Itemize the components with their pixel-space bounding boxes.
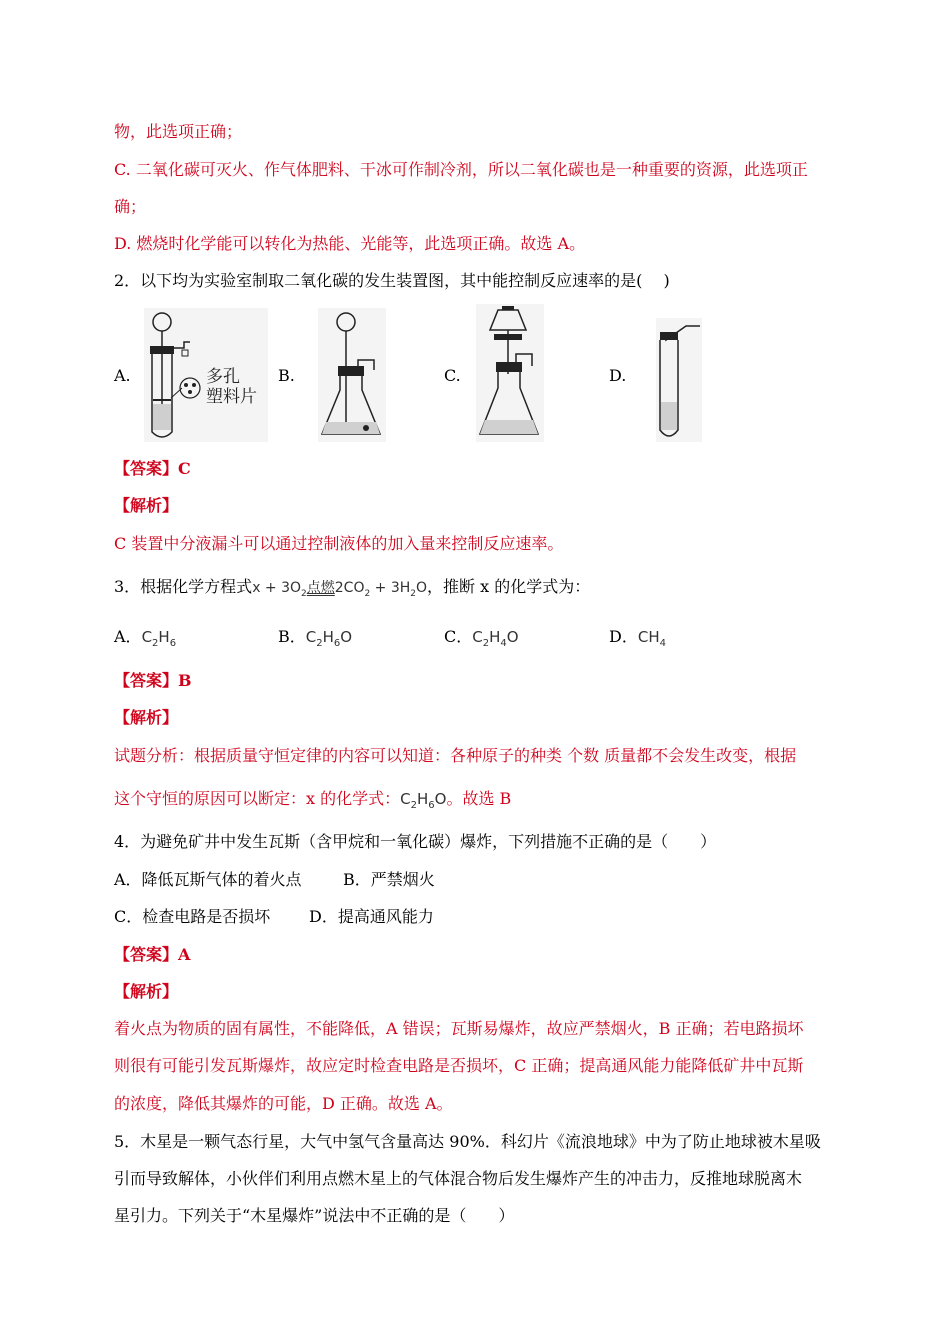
q1-analysis-line-1: 物，此选项正确； [114, 122, 243, 141]
q2-option-a: A. [114, 366, 131, 385]
q3-stem-suffix: ，推断 x 的化学式为： [427, 577, 591, 596]
q3-option-b-label: B． [278, 627, 306, 646]
eq-o2-subscript: 2 [301, 589, 307, 599]
formula-part: C [400, 790, 411, 808]
formula-part: O [340, 628, 353, 646]
formula-part: H [158, 628, 170, 646]
q5-stem-line-3: 星引力。下列关于“木星爆炸”说法中不正确的是（ ） [114, 1206, 515, 1225]
q1-analysis-line-2: C. 二氧化碳可灭火、作气体肥料、干冰可作制冷剂，所以二氧化碳也是一种重要的资源，此选项正 [114, 160, 808, 179]
q3-stem [114, 576, 590, 605]
formula-sub: 2 [316, 638, 323, 649]
eq-oxygen: O [416, 580, 428, 596]
q4-analysis-title: 【解析】 [114, 982, 179, 1001]
q2-answer: 【答案】C [114, 459, 191, 478]
formula-part: H [416, 790, 429, 808]
eq-co2: 2CO [334, 580, 365, 596]
formula-sub: 2 [410, 800, 417, 811]
formula-part: H [322, 628, 334, 646]
q3-chemical-equation [252, 580, 428, 599]
q3-option-a-formula [141, 628, 177, 649]
q4-analysis-line-3: 的浓度，降低其爆炸的可能，D 正确。故选 A。 [114, 1094, 453, 1113]
q4-option-c: C．检查电路是否损坏 [114, 907, 271, 926]
q1-analysis-line-4: D. 燃烧时化学能可以转化为热能、光能等，此选项正确。故选 A。 [114, 234, 586, 253]
q3-option-d [609, 626, 666, 655]
figure-label-plastic-sheet: 塑料片 [206, 387, 257, 407]
q5-stem-line-2: 引而导致解体，小伙伴们利用点燃木星上的气体混合物后发生爆炸产生的冲击力，反推地球脱离木 [114, 1169, 803, 1188]
q3-analysis-line-1: 试题分析：根据质量守恒定律的内容可以知道：各种原子的种类 个数 质量都不会发生改变，根据 [114, 746, 797, 765]
q3-analysis-formula [400, 790, 447, 811]
q3-option-a-label: A． [114, 627, 142, 646]
q4-analysis-line-2: 则很有可能引发瓦斯爆炸，故应定时检查电路是否损坏，C 正确；提高通风能力能降低矿井中瓦斯 [114, 1056, 804, 1075]
q2-stem: 2．以下均为实验室制取二氧化碳的发生装置图，其中能控制反应速率的是( ) [114, 271, 670, 290]
q2-option-b: B. [278, 366, 295, 385]
q2-option-c: C. [444, 366, 461, 385]
formula-part: C [141, 628, 153, 646]
q3-analysis-line-2-suffix: 。故选 B [446, 789, 512, 808]
q3-option-b-formula [305, 628, 353, 649]
formula-sub: 2 [152, 638, 159, 649]
formula-part: CH [637, 628, 660, 646]
q4-option-d: D．提高通风能力 [309, 907, 434, 926]
eq-reactants: x + 3O [252, 580, 302, 596]
formula-part: C [305, 628, 317, 646]
q1-analysis-line-3: 确； [114, 197, 147, 216]
q5-stem-line-1: 5．木星是一颗气态行星，大气中氢气含量高达 90%．科幻片《流浪地球》中为了防止地球被木星吸 [114, 1132, 821, 1151]
q3-option-a [114, 626, 176, 655]
formula-sub: 4 [500, 638, 507, 649]
q2-analysis-title: 【解析】 [114, 496, 179, 515]
q3-analysis-title: 【解析】 [114, 708, 179, 727]
q3-option-d-label: D． [609, 627, 638, 646]
formula-part: O [506, 628, 519, 646]
q3-analysis-line-2-prefix: 这个守恒的原因可以断定：x 的化学式： [114, 789, 401, 808]
formula-sub: 2 [482, 638, 490, 649]
eq-co2-subscript: 2 [364, 589, 371, 599]
apparatus-b-figure [318, 308, 386, 442]
formula-sub: 6 [428, 800, 435, 811]
eq-h2o: + 3H [370, 580, 411, 596]
q3-stem-prefix: 3．根据化学方程式 [114, 577, 253, 596]
q3-option-b [278, 626, 352, 655]
formula-part: O [434, 790, 447, 808]
q4-analysis-line-1: 着火点为物质的固有属性，不能降低，A 错误；瓦斯易爆炸，故应严禁烟火，B 正确；若电路损坏 [114, 1019, 804, 1038]
q4-answer: 【答案】A [114, 945, 191, 964]
apparatus-c-figure [476, 304, 544, 442]
q3-option-c-label: C． [444, 627, 473, 646]
formula-sub: 6 [169, 638, 177, 649]
formula-sub: 6 [333, 638, 341, 649]
q3-answer: 【答案】B [114, 671, 192, 690]
figure-label-porous: 多孔 [206, 367, 240, 387]
q3-analysis-line-2 [114, 788, 511, 817]
q3-option-c-formula [472, 628, 519, 649]
eq-condition: 点燃 [306, 580, 335, 596]
apparatus-d-figure [656, 318, 702, 442]
formula-part: H [489, 628, 501, 646]
q4-option-a: A．降低瓦斯气体的着火点 [114, 870, 302, 889]
eq-h2o-subscript: 2 [410, 589, 417, 599]
q2-analysis-text: C 装置中分液漏斗可以通过控制液体的加入量来控制反应速率。 [114, 534, 564, 553]
q4-option-b: B．严禁烟火 [343, 870, 435, 889]
q3-option-c [444, 626, 519, 655]
formula-sub: 4 [659, 638, 666, 649]
q2-option-d: D. [609, 366, 627, 385]
formula-part: C [472, 628, 483, 646]
q3-option-d-formula [637, 628, 666, 649]
q4-stem: 4．为避免矿井中发生瓦斯（含甲烷和一氧化碳）爆炸，下列措施不正确的是（ ） [114, 832, 717, 851]
